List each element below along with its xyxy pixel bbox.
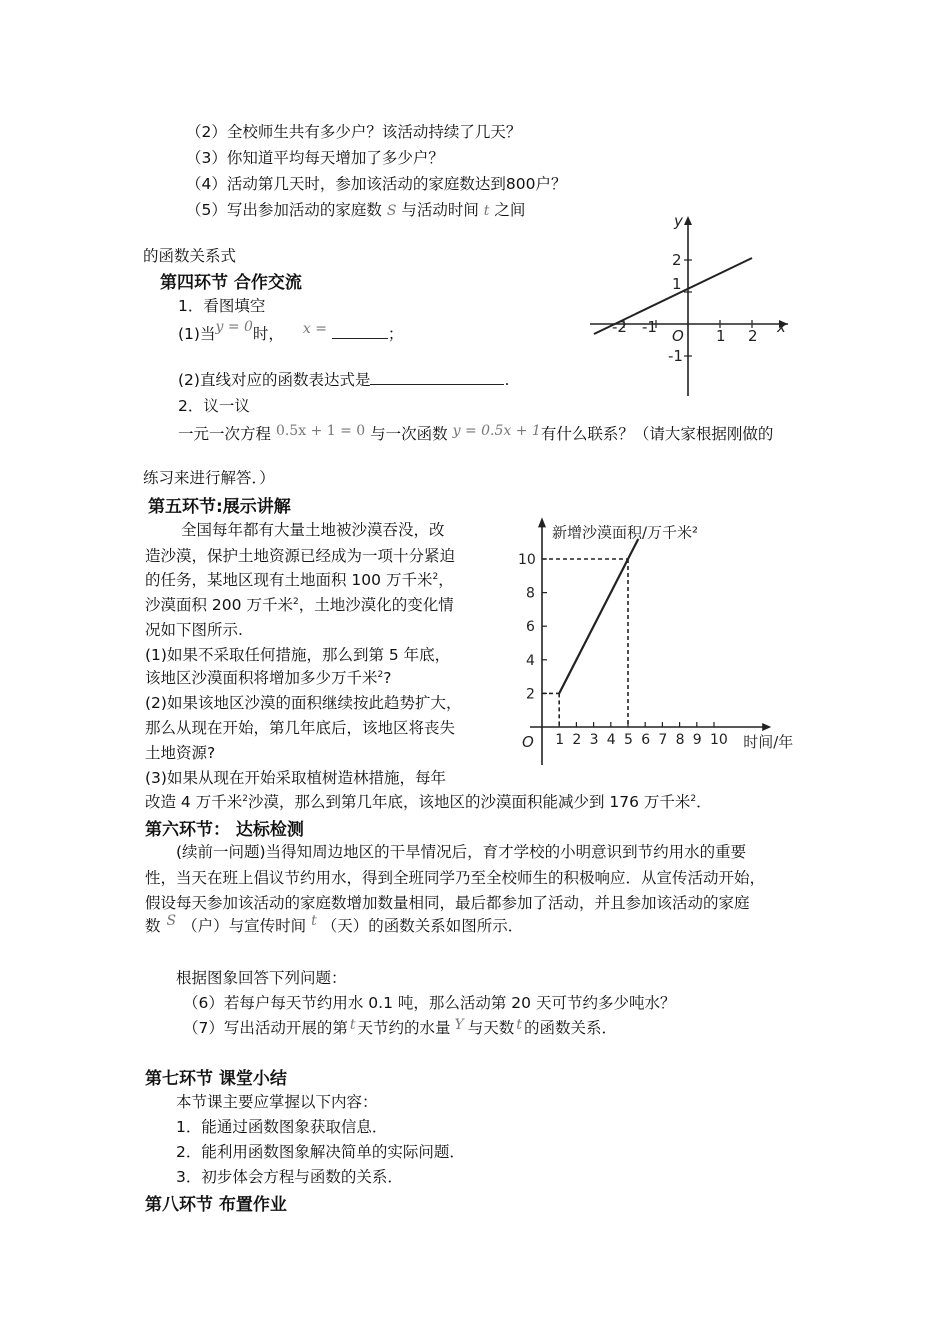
x-tick-label: 4 bbox=[606, 732, 616, 748]
x-tick-label: 2 bbox=[572, 732, 582, 748]
x-tick-label: 7 bbox=[658, 732, 668, 748]
x-tick-label: 9 bbox=[692, 732, 702, 748]
section-4-title: 第四环节 合作交流 bbox=[160, 273, 302, 293]
answer-blank bbox=[332, 324, 388, 339]
y-tick-label: 6 bbox=[526, 619, 535, 636]
x-label: x bbox=[777, 318, 786, 336]
x-axis-label: 时间/年 bbox=[743, 733, 794, 751]
sec6-line: 数 S （户）与宣传时间 t （天）的函数关系如图所示． bbox=[145, 913, 524, 935]
y-tick-label: 10 bbox=[518, 552, 536, 568]
y-tick-label: 8 bbox=[526, 585, 535, 602]
sec6-line: 假设每天参加该活动的家庭数增加数量相同，最后都参加了活动，并且参加该活动的家庭 bbox=[145, 894, 750, 912]
y-tick-label: 2 bbox=[526, 686, 535, 703]
question-4: （4）活动第几天时，参加该活动的家庭数达到800户？ bbox=[186, 175, 567, 193]
section-5-title: 第五环节:展示讲解 bbox=[148, 497, 291, 517]
section-7-title: 第七环节 课堂小结 bbox=[145, 1069, 287, 1089]
fill-question-1: (1)当y = 0时， x = ； bbox=[178, 319, 404, 343]
section-8-title: 第八环节 布置作业 bbox=[145, 1195, 287, 1215]
sec5-line: 那么从现在开始，第几年底后，该地区将丧失 bbox=[145, 719, 456, 737]
discussion-question: 一元一次方程 0.5x + 1 = 0 与一次函数 y = 0.5x + 1有什么联系？（请大家根据刚做的 bbox=[178, 423, 774, 443]
sec5-line: 全国每年都有大量土地被沙漠吞没，改 bbox=[181, 521, 445, 539]
x-tick-label: 6 bbox=[641, 732, 651, 748]
sec4-item1: 1．看图填空 bbox=[178, 297, 266, 315]
linear-function-graph bbox=[580, 210, 800, 400]
var-s: S bbox=[386, 203, 397, 219]
sec5-line: 造沙漠，保护土地资源已经成为一项十分紧迫 bbox=[145, 547, 456, 565]
sec5-line: 沙漠面积 200 万千米$^2$，土地沙漠化的变化情 bbox=[145, 596, 454, 614]
sec5-line: 况如下图所示. bbox=[145, 621, 243, 639]
desert-area-chart bbox=[512, 505, 802, 775]
discussion-continued: 练习来进行解答．） bbox=[143, 469, 275, 487]
summary-item: 2．能利用函数图象解决简单的实际问题． bbox=[176, 1143, 465, 1161]
y-tick-label: 4 bbox=[526, 652, 535, 669]
chart-plot bbox=[518, 517, 793, 765]
chart-title: 新增沙漠面积/万千米² bbox=[552, 523, 699, 542]
y-arrow bbox=[684, 216, 692, 225]
sec5-line: 的任务，某地区现有土地面积 100 万千米$^2$， bbox=[145, 571, 454, 589]
x-tick-label: 10 bbox=[710, 732, 728, 748]
question-5-continued: 的函数关系式 bbox=[143, 247, 237, 265]
question-2: （2）全校师生共有多少户？该活动持续了几天？ bbox=[186, 123, 522, 141]
fill-question-2: (2)直线对应的函数表达式是 . bbox=[178, 371, 510, 389]
y-tick: 2 bbox=[672, 251, 682, 269]
sec4-item2: 2．议一议 bbox=[178, 397, 250, 415]
x-tick-label: 8 bbox=[675, 732, 685, 748]
section-6-title: 第六环节： 达标检测 bbox=[145, 820, 304, 840]
answer-intro: 根据图象回答下列问题： bbox=[176, 969, 347, 987]
summary-item: 3．初步体会方程与函数的关系． bbox=[176, 1168, 403, 1186]
y-tick: 1 bbox=[672, 275, 682, 293]
sec5-line: (2)如果该地区沙漠的面积继续按此趋势扩大， bbox=[145, 694, 462, 712]
x-tick-label: 3 bbox=[589, 732, 599, 748]
var-t: t bbox=[483, 203, 490, 219]
question-3: （3）你知道平均每天增加了多少户？ bbox=[186, 149, 444, 167]
origin-label: O bbox=[672, 327, 684, 345]
y-arrow bbox=[538, 517, 546, 527]
summary-intro: 本节课主要应掌握以下内容： bbox=[176, 1093, 378, 1111]
sec5-line: 土地资源? bbox=[145, 744, 216, 762]
sec5-line: (3)如果从现在开始采取植树造林措施，每年 bbox=[145, 769, 446, 787]
summary-item: 1．能通过函数图象获取信息． bbox=[176, 1118, 388, 1136]
x-tick: -1 bbox=[642, 318, 657, 336]
answer-blank bbox=[370, 370, 504, 385]
x-arrow bbox=[762, 723, 771, 731]
question-7: （7）写出活动开展的第 t 天节约的水量 Y 与天数 t 的函数关系． bbox=[183, 1017, 617, 1037]
sec6-line: (续前一问题)当得知周边地区的干旱情况后，育才学校的小明意识到节约用水的重要 bbox=[176, 843, 747, 861]
x-tick: -2 bbox=[612, 318, 627, 336]
series-line bbox=[559, 539, 638, 694]
x-tick: 1 bbox=[716, 327, 726, 345]
y-tick: -1 bbox=[668, 347, 683, 365]
y-label: y bbox=[674, 212, 683, 230]
sec5-line: (1)如果不采取任何措施，那么到第 5 年底， bbox=[145, 646, 451, 664]
sec5-line: 该地区沙漠面积将增加多少万千米$^2$? bbox=[145, 669, 392, 687]
sec6-line: 性，当天在班上倡议节约用水，得到全班同学乃至全校师生的积极响应．从宣传活动开始， bbox=[145, 869, 766, 887]
question-6: （6）若每户每天节约用水 0.1 吨，那么活动第 20 天可节约多少吨水？ bbox=[183, 994, 676, 1012]
question-5: （5）写出参加活动的家庭数 S 与活动时间 t 之间 bbox=[186, 201, 526, 219]
origin-label: O bbox=[522, 733, 534, 751]
x-tick-label: 5 bbox=[624, 732, 633, 748]
sec5-line: 改造 4 万千米$^2$沙漠，那么到第几年底，该地区的沙漠面积能减少到 176 万千米$^2$． bbox=[145, 793, 712, 811]
x-tick: 2 bbox=[748, 327, 758, 345]
x-tick-label: 1 bbox=[555, 732, 565, 748]
